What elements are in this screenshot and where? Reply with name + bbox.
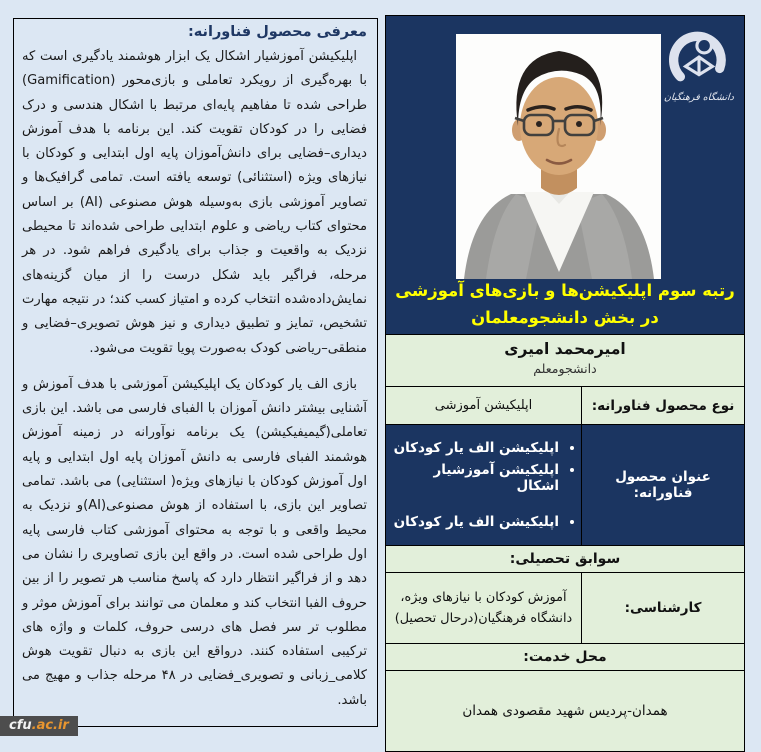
- degree-row: [386, 573, 744, 644]
- person-role: دانشجومعلم: [533, 361, 597, 376]
- product-type-value: اپلیکیشن آموزشی: [434, 398, 533, 413]
- university-logo: [658, 24, 740, 103]
- product-list-item: • اپلیکیشن آموزشیار اشکال: [392, 462, 559, 494]
- degree-value: آموزش کودکان با نیازهای ویژه، دانشگاه فرهنگیان(درحال تحصیل): [394, 590, 573, 626]
- product-list-item: • اپلیکیشن الف یار کودکان: [392, 514, 559, 530]
- product-title-row: [386, 425, 744, 546]
- workplace-header: محل خدمت:: [386, 644, 744, 671]
- education-header: سوابق تحصیلی:: [386, 546, 744, 573]
- product-list: [392, 434, 559, 536]
- watermark-suffix: .ac.ir: [31, 718, 69, 733]
- university-emblem-icon: [668, 24, 730, 86]
- profile-info-table: [385, 335, 745, 752]
- degree-label: کارشناسی:: [581, 573, 744, 643]
- description-paragraph-1: اپلیکیشن آموزشیار اشکال یک ابزار هوشمند یادگیری است که با بهره‌گیری از رویکرد تعاملی و بازی‌محور (Gamification) طراحی شده تا مفاهیم پایه‌ای مرتبط با اشکال هندسی و درک فضایی را در کودکان تقویت کند. این برنامه با هدف آموزش دیداری–فضایی برای دانش‌آموزان پایه اول ابتدایی و کودکان با نیازهای ویژه (استثنائی) توسعه یافته است. تمامی گرافیک‌ها و تصاویر آموزشی بازی به‌وسیله هوش مصنوعی (AI) بر اساس محتوای کتاب ریاضی و علوم ابتدایی طراحی شده‌اند تا محیطی نزدیک به واقعیت و جذاب برای یادگیری فراهم شود. در هر مرحله، فراگیر باید شکل درست را از میان گزینه‌های نمایش‌داده‌شده انتخاب کرده و امتیاز کسب کند؛ در نتیجه مهارت تشخیص، تمایز و تطبیق دیداری و نیز هوش تصویری–فضایی و منطقی–ریاضی کودک به‌صورت پویا تقویت می‌شود.: [22, 49, 367, 356]
- profile-column: [385, 15, 745, 723]
- product-list-item: • اپلیکیشن الف یار کودکان: [392, 440, 559, 456]
- award-banner: [386, 277, 744, 331]
- product-type-label: نوع محصول فناورانه:: [581, 387, 744, 424]
- product-type-row: [386, 387, 744, 425]
- product-title-label: عنوان محصول فناورانه:: [581, 425, 744, 545]
- award-banner-line1: رتبه سوم اپلیکیشن‌ها و بازی‌های آموزشی: [395, 281, 735, 300]
- university-logo-caption: دانشگاه فرهنگیان: [663, 92, 735, 103]
- description-paragraph-2: بازی الف یار کودکان یک اپلیکیشن آموزشی با هدف آموزش و آشنایی بیشتر دانش آموزان با الفبای فارسی می باشد. این بازی تعاملی(گیمیفیکیشن) یک برنامه نوآورانه در زمینه آموزش هوشمند الفبای فارسی به دانش آموزان پایه اول ابتدایی و پایه اول آموزش کودکان با نیازهای ویژه( استثنایی) می باشد. تمامی تصاویر این بازی، با استفاده از هوش مصنوعی(AI)و نزدیک به محیط واقعی و با توجه به محتوای آموزشی کتاب فارسی پایه اول طراحی شده است. در واقع این بازی تصاویری را نشان می دهد و از فراگیر انتظار دارد که پاسخ مناسب هر تصویر را از بین حروف الفبا انتخاب کند و معلمان می توانند برای آموزش موثر و مطلوب تر سر فصل های درسی حروف، کلمات و واژه های ترکیبی استفاده کنند. درواقع این بازی به دنبال تقویت هوش کلامی_زبانی و تصویری_فضایی در ۴۸ مرحله جذاب و مهیج می باشد.: [22, 376, 367, 708]
- profile-photo: [456, 34, 661, 279]
- watermark-prefix: cfu: [9, 718, 32, 733]
- workplace-value: همدان-پردیس شهید مقصودی همدان: [462, 703, 668, 719]
- person-name: امیرمحمد امیری: [504, 340, 626, 358]
- name-row: [386, 335, 744, 387]
- product-description-panel: [13, 18, 378, 727]
- portrait-illustration: [456, 34, 661, 279]
- award-banner-line2: در بخش دانشجومعلمان: [471, 308, 659, 327]
- photo-panel: [385, 15, 745, 335]
- site-watermark: [0, 716, 78, 736]
- description-heading: معرفی محصول فناورانه:: [187, 24, 367, 40]
